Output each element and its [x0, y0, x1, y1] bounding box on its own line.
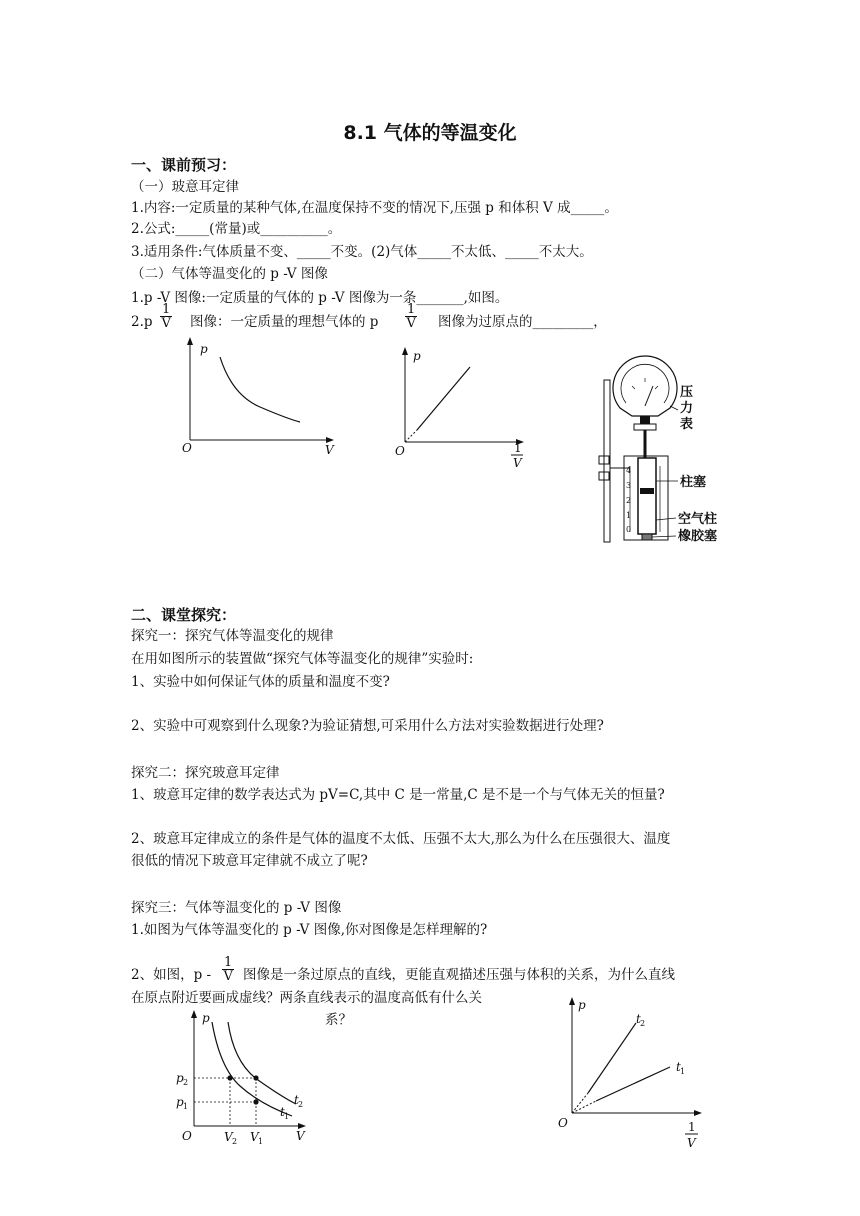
preview-line-1: 1.内容:一定质量的某种气体,在温度保持不变的情况下,压强 p 和体积 V 成_____。	[131, 200, 618, 216]
axis-v: V	[296, 1129, 305, 1143]
explore-3-q2a: 2、如图，p -	[131, 967, 212, 983]
label-t1: t	[280, 1105, 285, 1119]
explore-2-q1: 1、玻意耳定律的数学表达式为 pV=C,其中 C 是一常量,C 是不是一个与气体无关的恒量?	[131, 787, 665, 803]
scale-3: 3	[626, 481, 632, 490]
explore-1-title: 探究一：探究气体等温变化的规律	[131, 628, 334, 644]
frac-den: V	[223, 969, 233, 984]
label-t2-sub: 2	[298, 1100, 304, 1109]
axis-x-den: V	[687, 1136, 696, 1150]
label-t2-sub: 2	[640, 1019, 646, 1028]
frac-den: V	[161, 316, 171, 331]
frac-num: 1	[224, 955, 233, 970]
subheading-boyle: （一）玻意耳定律	[131, 179, 239, 195]
label-t1: t	[676, 1060, 681, 1074]
isotherms-p-inverse-v-graph	[552, 995, 722, 1155]
label-plunger: 柱塞	[680, 475, 707, 490]
label-v1-sub: 1	[258, 1137, 264, 1146]
label-p2: p	[176, 1071, 184, 1085]
label-t2: t	[294, 1093, 299, 1107]
scale-0: 0	[626, 525, 632, 534]
origin: O	[182, 1129, 192, 1143]
preview-line-5a: 2.p	[131, 314, 153, 330]
label-t2: t	[636, 1012, 641, 1026]
explore-3-q2d: 系？	[325, 1012, 352, 1028]
origin: O	[395, 444, 405, 458]
axis-p: p	[413, 349, 421, 363]
explore-2-q2b: 很低的情况下玻意耳定律就不成立了呢?	[131, 853, 368, 869]
explore-2-title: 探究二：探究玻意耳定律	[131, 765, 280, 781]
section1-heading: 一、课前预习：	[131, 156, 237, 174]
preview-line-4: 1.p -V 图像:一定质量的气体的 p -V 图像为一条_______,如图。	[131, 290, 509, 306]
origin: O	[182, 441, 192, 455]
explore-3-q2c: 在原点附近要画成虚线？两条直线表示的温度高低有什么关	[131, 990, 482, 1006]
preview-line-2: 2.公式:_____(常量)或__________。	[131, 221, 342, 237]
pv-hyperbola-graph	[180, 335, 340, 460]
label-t1-sub: 1	[284, 1112, 290, 1121]
frac-num: 1	[407, 302, 416, 317]
label-biao: 表	[680, 417, 694, 432]
preview-line-3: 3.适用条件:气体质量不变、_____不变。(2)气体_____不太低、_____不太大。	[131, 244, 593, 260]
frac-den: V	[406, 316, 416, 331]
axis-x-num: 1	[688, 1120, 696, 1134]
explore-1-q2: 2、实验中可观察到什么现象?为验证猜想,可采用什么方法对实验数据进行处理?	[131, 718, 604, 734]
apparatus-diagram	[590, 348, 730, 548]
explore-2-q2a: 2、玻意耳定律成立的条件是气体的温度不太低、压强不太大,那么为什么在压强很大、温度	[131, 831, 671, 847]
label-v2-sub: 2	[232, 1137, 238, 1146]
axis-x-num: 1	[514, 441, 522, 455]
section2-heading: 二、课堂探究：	[131, 606, 237, 624]
scale-1: 1	[626, 511, 632, 520]
axis-x-den: V	[513, 456, 522, 470]
preview-line-5c: 图像为过原点的_________，	[438, 314, 607, 330]
label-air-column: 空气柱	[678, 512, 718, 527]
label-rubber-stopper: 橡胶塞	[678, 529, 718, 544]
explore-3-q1: 1.如图为气体等温变化的 p -V 图像,你对图像是怎样理解的?	[131, 922, 488, 938]
fraction-1-over-v-3	[222, 956, 234, 983]
fraction-1-over-v-2	[405, 303, 417, 330]
scale-2: 2	[626, 496, 632, 505]
subheading-pv-graph: （二）气体等温变化的 p -V 图像	[131, 266, 328, 282]
explore-3-title: 探究三：气体等温变化的 p -V 图像	[131, 900, 342, 916]
axis-v: V	[325, 443, 334, 457]
isotherms-pv-graph	[170, 1008, 320, 1148]
label-p2-sub: 2	[183, 1078, 189, 1087]
explore-1-intro: 在用如图所示的装置做“探究气体等温变化的规律”实验时:	[131, 651, 474, 667]
axis-p: p	[578, 998, 586, 1012]
axis-p: p	[202, 1011, 210, 1025]
origin: O	[558, 1116, 568, 1130]
label-ya: 压	[680, 385, 694, 400]
label-li: 力	[680, 401, 694, 416]
preview-line-5b: 图像：一定质量的理想气体的 p	[190, 314, 379, 330]
fraction-1-over-v	[160, 303, 172, 330]
label-v2: V	[224, 1130, 233, 1144]
page-title: 8.1 气体的等温变化	[343, 122, 517, 144]
explore-1-q1: 1、实验中如何保证气体的质量和温度不变?	[131, 674, 390, 690]
axis-p: p	[200, 342, 208, 356]
frac-num: 1	[162, 302, 171, 317]
p-inverse-v-graph	[395, 345, 535, 470]
label-p1: p	[176, 1095, 184, 1109]
scale-4: 4	[626, 466, 632, 475]
label-p1-sub: 1	[183, 1102, 189, 1111]
explore-3-q2b: 图像是一条过原点的直线，更能直观描述压强与体积的关系，为什么直线	[243, 967, 675, 983]
label-t1-sub: 1	[680, 1067, 686, 1076]
label-v1: V	[250, 1130, 259, 1144]
